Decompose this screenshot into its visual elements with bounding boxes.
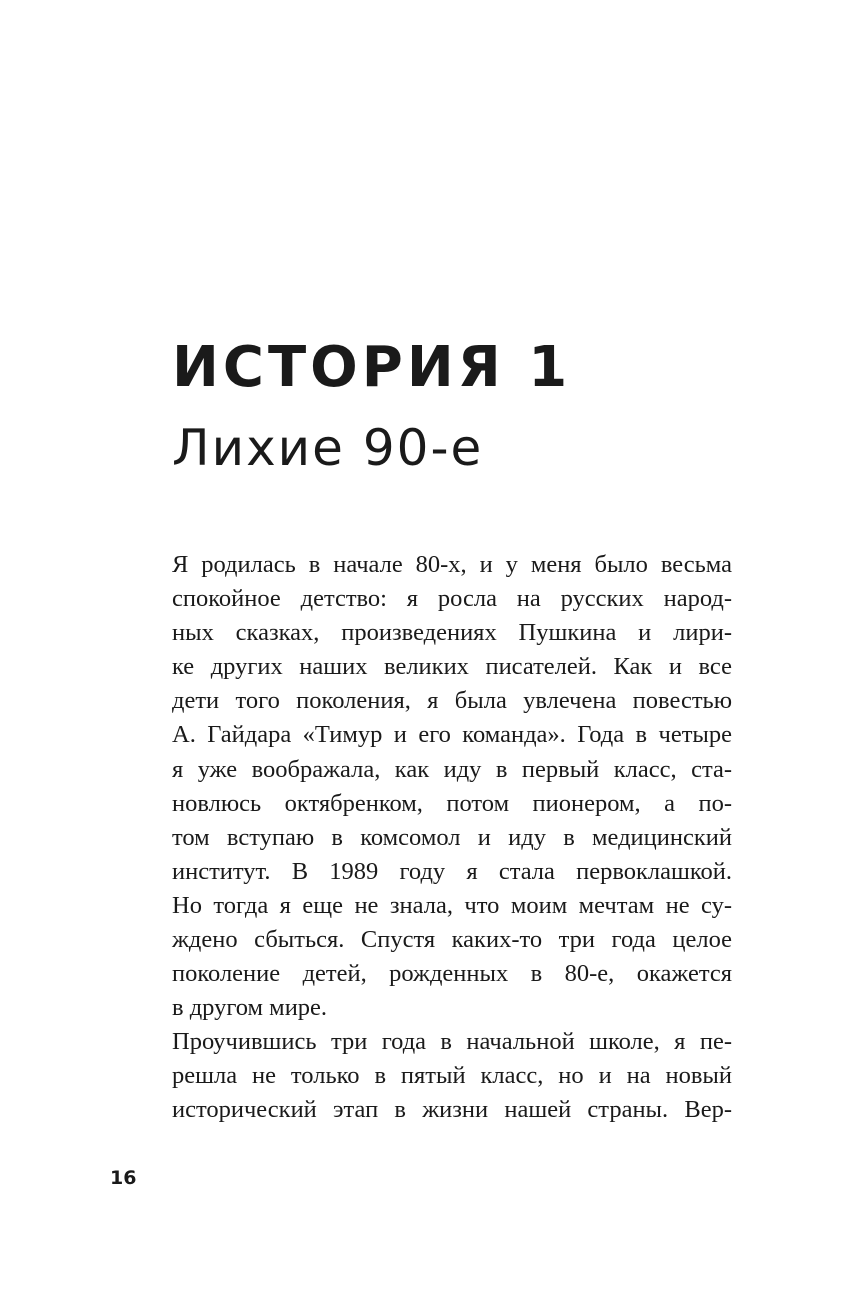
- text-line: в другом мире.: [172, 994, 328, 1022]
- text-line: Проучившись три года в начальной школе, я пе-: [172, 1028, 732, 1055]
- text-line: Я родилась в начале 80-х, и у меня было весьма: [172, 551, 732, 578]
- paragraph-1: [172, 548, 732, 1025]
- text-line: ных сказках, произведениях Пушкина и лири-: [172, 619, 732, 647]
- text-line: поколение детей, рожденных в 80-е, окажется: [172, 960, 732, 988]
- text-line: новлюсь октябренком, потом пионером, а по-: [172, 789, 732, 817]
- chapter-title: Лихие 90-е: [172, 419, 484, 477]
- text-line: Но тогда я еще не знала, что моим мечтам не су-: [172, 891, 732, 919]
- text-line: ке других наших великих писателей. Как и все: [172, 653, 732, 681]
- text-line: институт. В 1989 году я стала первоклашкой.: [172, 857, 732, 885]
- text-line: спокойное детство: я росла на русских народ-: [172, 585, 732, 613]
- text-line: том вступаю в комсомол и иду в медицинский: [172, 823, 732, 851]
- text-line: решла не только в пятый класс, но и на новый: [172, 1062, 732, 1090]
- text-line: исторический этап в жизни нашей страны. Вер-: [172, 1096, 732, 1124]
- page-number: 16: [110, 1167, 137, 1189]
- text-line: ждено сбыться. Спустя каких-то три года целое: [172, 926, 732, 954]
- text-line: дети того поколения, я была увлечена повестью: [172, 687, 732, 715]
- chapter-label: ИСТОРИЯ 1: [172, 335, 572, 400]
- text-line: я уже воображала, как иду в первый класс, ста-: [172, 755, 732, 783]
- text-line: А. Гайдара «Тимур и его команда». Года в четыре: [172, 721, 732, 749]
- paragraph-2: [172, 1025, 732, 1127]
